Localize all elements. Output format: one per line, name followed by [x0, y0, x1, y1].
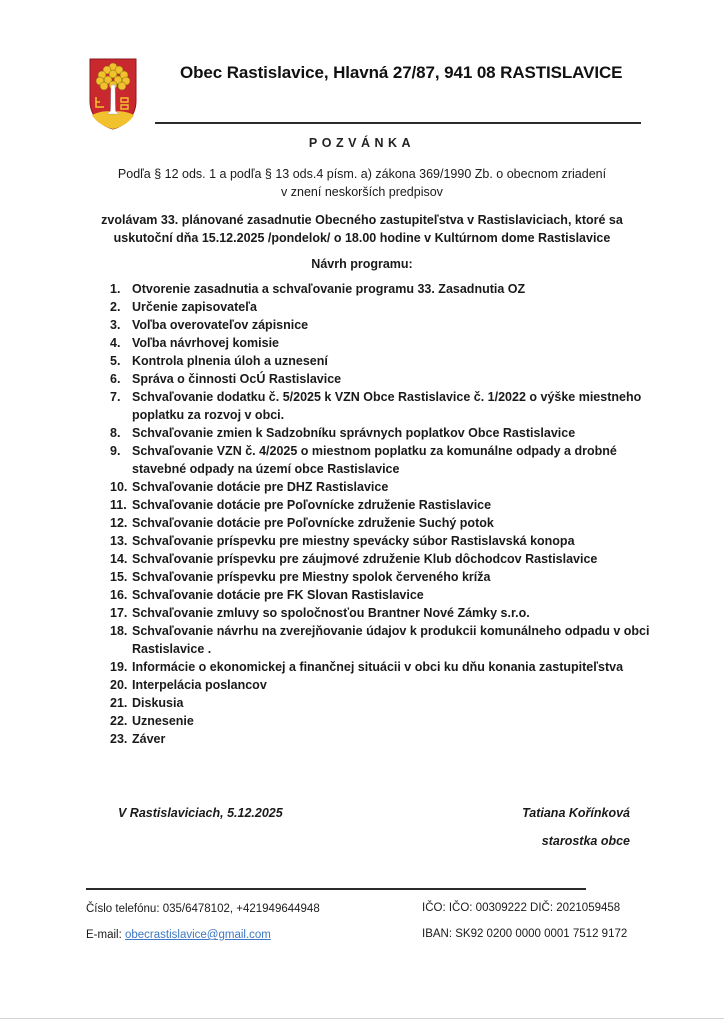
signer-role: starostka obce — [541, 834, 630, 848]
agenda-item-text: Schvaľovanie dotácie pre FK Slovan Rastislavice — [132, 588, 424, 602]
agenda-item-text: Kontrola plnenia úloh a uznesení — [132, 354, 328, 368]
email-line — [86, 929, 271, 941]
agenda-item-number: 4. — [110, 336, 121, 350]
coat-of-arms-icon — [88, 57, 138, 131]
company-ids: IČO: IČO: 00309222 DIČ: 2021059458 — [422, 902, 621, 914]
agenda-item — [110, 676, 650, 694]
agenda-item-text: Schvaľovanie zmien k Sadzobníku správnych poplatkov Obce Rastislavice — [132, 426, 576, 440]
agenda-item-number: 10. — [110, 480, 128, 494]
agenda-item-text: Schvaľovanie príspevku pre záujmové združenie Klub dôchodcov Rastislavice — [132, 552, 598, 566]
agenda-item — [110, 478, 650, 496]
agenda-item-text: Otvorenie zasadnutia a schvaľovanie programu 33. Zasadnutia OZ — [132, 282, 526, 296]
agenda-item — [110, 712, 650, 730]
agenda-item — [110, 388, 650, 424]
document-heading: POZVÁNKA — [308, 136, 416, 150]
agenda-item — [110, 604, 650, 622]
agenda-item — [110, 568, 650, 586]
agenda-item-text: Správa o činnosti OcÚ Rastislavice — [132, 372, 342, 386]
place-and-date: V Rastislaviciach, 5.12.2025 — [118, 806, 283, 820]
agenda-item-number: 13. — [110, 534, 128, 548]
agenda-item-number: 3. — [110, 318, 121, 332]
signer-name: Tatiana Kořínková — [522, 806, 630, 820]
agenda-item — [110, 622, 650, 658]
agenda-item-number: 21. — [110, 696, 128, 710]
agenda-item-text: Schvaľovanie príspevku pre Miestny spolok červeného kríža — [132, 570, 491, 584]
agenda-item-text: Schvaľovanie zmluvy so spoločnosťou Brantner Nové Zámky s.r.o. — [132, 606, 530, 620]
agenda-item-number: 9. — [110, 444, 121, 458]
agenda-item-number: 15. — [110, 570, 128, 584]
organization-title: Obec Rastislavice, Hlavná 27/87, 941 08 RASTISLAVICE — [180, 63, 623, 82]
email-label: E-mail: — [86, 929, 125, 941]
agenda-item — [110, 370, 650, 388]
agenda-item-text: Schvaľovanie dotácie pre Poľovnícke združenie Rastislavice — [132, 498, 492, 512]
agenda-item-text: Schvaľovanie príspevku pre miestny spevácky súbor Rastislavská konopa — [132, 534, 575, 548]
agenda-item — [110, 694, 650, 712]
agenda-item — [110, 352, 650, 370]
legal-line: v znení neskorších predpisov — [281, 185, 443, 199]
agenda-item-number: 7. — [110, 390, 121, 404]
agenda-item-text: Schvaľovanie návrhu na zverejňovanie údajov k produkcii komunálneho odpadu v obci Rastislavice . — [132, 624, 650, 656]
header-divider — [155, 122, 641, 124]
footer-divider — [86, 888, 586, 890]
agenda-item — [110, 514, 650, 532]
agenda-item-text: Uznesenie — [132, 714, 194, 728]
agenda-item-text: Schvaľovanie VZN č. 4/2025 o miestnom poplatku za komunálne odpady a drobné stavebné odpady na území obce Rastislavice — [132, 444, 617, 476]
agenda-item-text: Schvaľovanie dodatku č. 5/2025 k VZN Obce Rastislavice č. 1/2022 o výške miestneho poplatku za rozvoj v obci. — [132, 390, 642, 422]
agenda-item-number: 19. — [110, 660, 128, 674]
agenda-item-text: Schvaľovanie dotácie pre DHZ Rastislavice — [132, 480, 389, 494]
agenda-item — [110, 442, 650, 478]
legal-line: Podľa § 12 ods. 1 a podľa § 13 ods.4 písm. a) zákona 369/1990 Zb. o obecnom zriadení — [117, 167, 607, 181]
agenda-item — [110, 280, 650, 298]
agenda-item — [110, 658, 650, 676]
convene-line: zvolávam 33. plánované zasadnutie Obecného zastupiteľstva v Rastislaviciach, ktoré sa — [101, 213, 623, 227]
agenda-item-text: Diskusia — [132, 696, 184, 710]
agenda-item-number: 6. — [110, 372, 121, 386]
agenda-item-number: 16. — [110, 588, 128, 602]
agenda-item-number: 2. — [110, 300, 121, 314]
agenda-item-number: 22. — [110, 714, 128, 728]
agenda-item — [110, 334, 650, 352]
page-edge — [0, 1018, 724, 1019]
agenda-item-number: 12. — [110, 516, 128, 530]
agenda-item-number: 20. — [110, 678, 128, 692]
convening-statement — [0, 211, 724, 247]
agenda-item-number: 17. — [110, 606, 128, 620]
agenda-item — [110, 316, 650, 334]
agenda-item-number: 5. — [110, 354, 121, 368]
legal-basis — [0, 165, 724, 201]
agenda-item-number: 14. — [110, 552, 128, 566]
agenda-title: Návrh programu: — [311, 257, 413, 271]
agenda-list — [110, 280, 650, 748]
agenda-item — [110, 496, 650, 514]
email-link[interactable]: obecrastislavice@gmail.com — [124, 929, 271, 941]
agenda-item-text: Voľba overovateľov zápisnice — [132, 318, 309, 332]
agenda-item-text: Určenie zapisovateľa — [132, 300, 258, 314]
agenda-item — [110, 532, 650, 550]
agenda-item-number: 18. — [110, 624, 128, 638]
agenda-item-number: 23. — [110, 732, 128, 746]
agenda-item-number: 11. — [110, 498, 127, 512]
agenda-item-text: Schvaľovanie dotácie pre Poľovnícke združenie Suchý potok — [132, 516, 494, 530]
agenda-item — [110, 298, 650, 316]
bank-iban: IBAN: SK92 0200 0000 0001 7512 9172 — [422, 928, 628, 940]
convene-line: uskutoční dňa 15.12.2025 /pondelok/ o 18.00 hodine v Kultúrnom dome Rastislavice — [113, 231, 611, 245]
agenda-item-number: 8. — [110, 426, 121, 440]
phone-number: Číslo telefónu: 035/6478102, +421949644948 — [86, 903, 320, 915]
agenda-item — [110, 550, 650, 568]
agenda-item-number: 1. — [110, 282, 121, 296]
agenda-item — [110, 730, 650, 748]
agenda-item-text: Informácie o ekonomickej a finančnej situácii v obci ku dňu konania zastupiteľstva — [132, 660, 624, 674]
agenda-item — [110, 424, 650, 442]
agenda-item-text: Interpelácia poslancov — [132, 678, 267, 692]
agenda-item — [110, 586, 650, 604]
agenda-item-text: Voľba návrhovej komisie — [132, 336, 279, 350]
agenda-item-text: Záver — [132, 732, 166, 746]
